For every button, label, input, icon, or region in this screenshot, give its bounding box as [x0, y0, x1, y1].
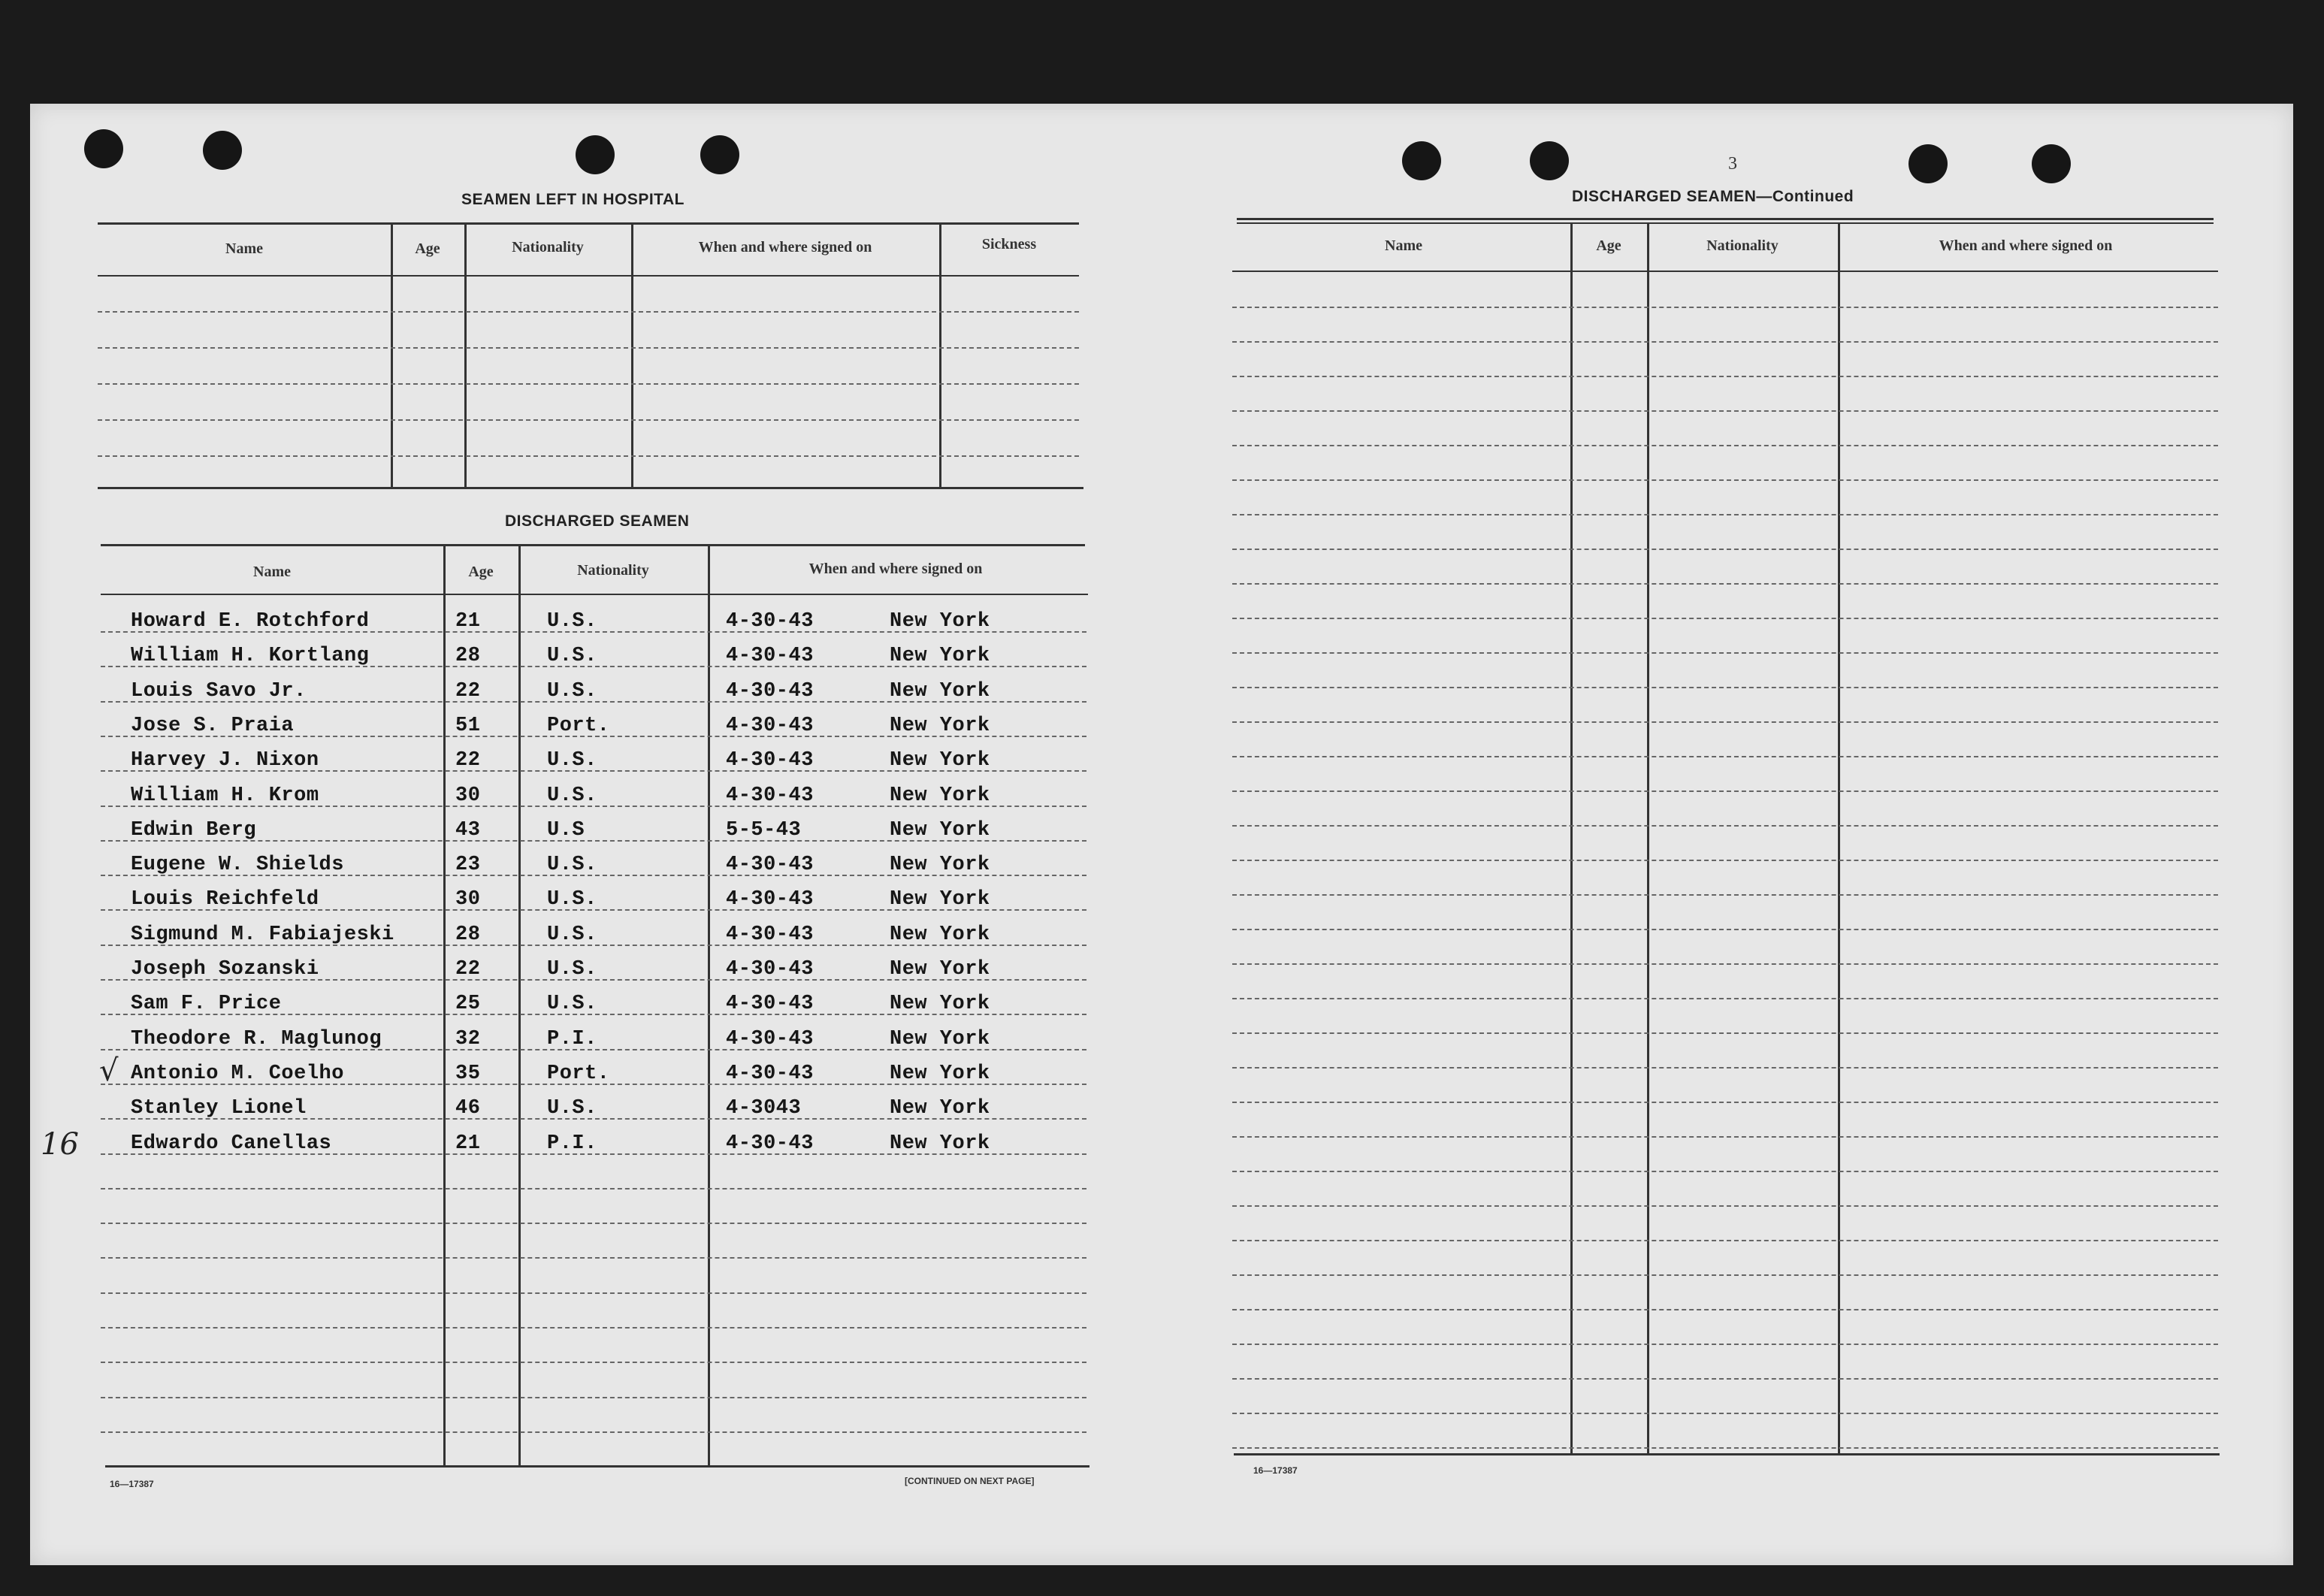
entry-nationality: U.S. [547, 749, 597, 772]
entry-age: 25 [455, 993, 481, 1015]
continued-row-rule [1232, 479, 2218, 481]
continued-table-header-rule [1232, 271, 2218, 272]
entry-age: 23 [455, 854, 481, 876]
entry-nationality: U.S. [547, 784, 597, 807]
discharged-row-rule [101, 701, 1086, 703]
continued-table-top-rule-2 [1237, 222, 2214, 224]
entry-nationality: Port. [547, 715, 610, 737]
margin-number: 16 [41, 1127, 79, 1162]
entry-date: 4-30-43 [726, 958, 814, 981]
entry-place: New York [890, 1028, 990, 1050]
continued-row-rule [1232, 1378, 2218, 1380]
discharged-row-rule [101, 1084, 1086, 1085]
discharged-row-rule [101, 875, 1086, 876]
entry-place: New York [890, 645, 990, 667]
discharged-row-rule [101, 1188, 1086, 1189]
entry-age: 22 [455, 680, 481, 703]
continued-note: [CONTINUED ON NEXT PAGE] [905, 1476, 1035, 1486]
continued-row-rule [1232, 790, 2218, 792]
entry-nationality: U.S [547, 819, 585, 842]
discharged-table-header-rule [101, 594, 1088, 595]
form-number: 16—17387 [110, 1479, 154, 1489]
punch-hole [1402, 141, 1441, 180]
hospital-col-sickness: Sickness [981, 236, 1037, 252]
entry-date: 4-30-43 [726, 645, 814, 667]
continued-row-rule [1232, 1344, 2218, 1345]
continued-row-rule [1232, 618, 2218, 619]
entry-name: Joseph Sozanski [131, 958, 319, 981]
discharged-row-rule [101, 770, 1086, 772]
entry-date: 4-30-43 [726, 1062, 814, 1085]
hospital-col-name: Name [225, 240, 263, 257]
punch-hole [1908, 144, 1948, 183]
check-mark: √ [99, 1053, 119, 1088]
continued-row-rule [1232, 549, 2218, 550]
discharged-row-rule [101, 736, 1086, 737]
entry-nationality: U.S. [547, 1097, 597, 1120]
discharged-row-rule [101, 806, 1086, 807]
entry-date: 4-30-43 [726, 610, 814, 633]
continued-col-age: Age [1596, 237, 1621, 254]
entry-date: 4-30-43 [726, 854, 814, 876]
entry-age: 43 [455, 819, 481, 842]
hospital-row-rule [98, 455, 1079, 457]
continued-row-rule [1232, 376, 2218, 377]
entry-date: 4-30-43 [726, 888, 814, 911]
continued-col-divider [1838, 222, 1840, 1455]
entry-date: 4-30-43 [726, 923, 814, 946]
discharged-row-rule [101, 1153, 1086, 1155]
entry-age: 32 [455, 1028, 481, 1050]
discharged-row-rule [101, 1118, 1086, 1120]
entry-nationality: U.S. [547, 958, 597, 981]
entry-name: Harvey J. Nixon [131, 749, 319, 772]
entry-name: Theodore R. Maglunog [131, 1028, 382, 1050]
continued-row-rule [1232, 445, 2218, 446]
continued-row-rule [1232, 825, 2218, 827]
discharged-row-rule [101, 1397, 1086, 1398]
discharged-row-rule [101, 666, 1086, 667]
entry-place: New York [890, 993, 990, 1015]
entry-name: Howard E. Rotchford [131, 610, 370, 633]
discharged-col-divider [443, 546, 446, 1467]
continued-row-rule [1232, 583, 2218, 585]
entry-age: 22 [455, 749, 481, 772]
continued-row-rule [1232, 1205, 2218, 1207]
hospital-table-header-rule [98, 275, 1079, 277]
discharged-row-rule [101, 631, 1086, 633]
hospital-col-divider [631, 224, 633, 488]
entry-date: 4-30-43 [726, 1028, 814, 1050]
entry-place: New York [890, 784, 990, 807]
punch-hole [84, 129, 123, 168]
entry-place: New York [890, 923, 990, 946]
continued-row-rule [1232, 1240, 2218, 1241]
continued-col-divider [1570, 222, 1573, 1455]
entry-nationality: P.I. [547, 1028, 597, 1050]
discharged-table-bottom-rule [105, 1465, 1089, 1468]
discharged-col-divider [708, 546, 710, 1467]
entry-place: New York [890, 680, 990, 703]
page-number: 3 [1728, 154, 1737, 174]
continued-section-title: DISCHARGED SEAMEN—Continued [1572, 188, 1854, 205]
continued-row-rule [1232, 341, 2218, 343]
right-form-number: 16—17387 [1253, 1465, 1298, 1476]
continued-row-rule [1232, 687, 2218, 688]
hospital-col-nationality: Nationality [512, 239, 584, 255]
entry-date: 5-5-43 [726, 819, 802, 842]
entry-place: New York [890, 749, 990, 772]
punch-hole [576, 135, 615, 174]
entry-age: 22 [455, 958, 481, 981]
discharged-col-signed-on: When and where signed on [808, 561, 983, 577]
continued-row-rule [1232, 929, 2218, 930]
discharged-row-rule [101, 909, 1086, 911]
entry-nationality: U.S. [547, 923, 597, 946]
entry-date: 4-30-43 [726, 680, 814, 703]
hospital-row-rule [98, 311, 1079, 313]
discharged-table-top-rule [101, 544, 1085, 546]
entry-place: New York [890, 854, 990, 876]
discharged-row-rule [101, 1431, 1086, 1433]
entry-date: 4-30-43 [726, 749, 814, 772]
continued-row-rule [1232, 894, 2218, 896]
entry-nationality: U.S. [547, 610, 597, 633]
discharged-row-rule [101, 1327, 1086, 1328]
hospital-col-age: Age [415, 240, 440, 257]
discharged-row-rule [101, 840, 1086, 842]
entry-nationality: U.S. [547, 888, 597, 911]
hospital-table-top-rule [98, 222, 1079, 225]
discharged-section-title: DISCHARGED SEAMEN [505, 512, 690, 530]
discharged-row-rule [101, 979, 1086, 981]
continued-row-rule [1232, 721, 2218, 723]
entry-nationality: U.S. [547, 993, 597, 1015]
entry-place: New York [890, 1097, 990, 1120]
continued-row-rule [1232, 963, 2218, 965]
entry-name: William H. Kortlang [131, 645, 370, 667]
continued-col-signed-on: When and where signed on [1939, 237, 2113, 254]
continued-table-bottom-rule [1234, 1453, 2220, 1455]
entry-age: 28 [455, 645, 481, 667]
continued-row-rule [1232, 1274, 2218, 1276]
entry-name: Eugene W. Shields [131, 854, 344, 876]
continued-row-rule [1232, 307, 2218, 308]
continued-col-divider [1647, 222, 1649, 1455]
hospital-col-divider [939, 224, 941, 488]
entry-name: Louis Savo Jr. [131, 680, 307, 703]
entry-nationality: U.S. [547, 854, 597, 876]
continued-row-rule [1232, 410, 2218, 412]
continued-table-top-rule [1237, 218, 2214, 220]
entry-age: 21 [455, 610, 481, 633]
entry-place: New York [890, 610, 990, 633]
entry-age: 35 [455, 1062, 481, 1085]
continued-row-rule [1232, 1413, 2218, 1414]
discharged-row-rule [101, 1049, 1086, 1050]
entry-name: Antonio M. Coelho [131, 1062, 344, 1085]
entry-date: 4-30-43 [726, 1132, 814, 1155]
hospital-col-divider [391, 224, 393, 488]
discharged-row-rule [101, 1257, 1086, 1259]
entry-date: 4-3043 [726, 1097, 802, 1120]
entry-age: 51 [455, 715, 481, 737]
continued-row-rule [1232, 1032, 2218, 1034]
continued-col-nationality: Nationality [1706, 237, 1779, 254]
continued-row-rule [1232, 1309, 2218, 1310]
entry-age: 30 [455, 888, 481, 911]
hospital-table-bottom-rule [98, 487, 1083, 489]
hospital-row-rule [98, 347, 1079, 349]
entry-age: 30 [455, 784, 481, 807]
continued-row-rule [1232, 652, 2218, 654]
continued-row-rule [1232, 1067, 2218, 1069]
entry-nationality: U.S. [547, 680, 597, 703]
continued-row-rule [1232, 756, 2218, 757]
discharged-row-rule [101, 1223, 1086, 1224]
punch-hole [700, 135, 739, 174]
discharged-row-rule [101, 945, 1086, 946]
punch-hole [203, 131, 242, 170]
entry-nationality: U.S. [547, 645, 597, 667]
continued-row-rule [1232, 1447, 2218, 1449]
entry-date: 4-30-43 [726, 993, 814, 1015]
entry-age: 21 [455, 1132, 481, 1155]
punch-hole [2032, 144, 2071, 183]
discharged-col-divider [518, 546, 521, 1467]
entry-age: 28 [455, 923, 481, 946]
entry-nationality: P.I. [547, 1132, 597, 1155]
discharged-col-age: Age [468, 564, 494, 580]
continued-row-rule [1232, 998, 2218, 999]
entry-nationality: Port. [547, 1062, 610, 1085]
entry-name: Stanley Lionel [131, 1097, 307, 1120]
hospital-col-signed-on: When and where signed on [698, 239, 872, 255]
entry-name: Louis Reichfeld [131, 888, 319, 911]
entry-name: Edwardo Canellas [131, 1132, 332, 1155]
entry-date: 4-30-43 [726, 715, 814, 737]
discharged-row-rule [101, 1362, 1086, 1363]
continued-row-rule [1232, 514, 2218, 515]
entry-place: New York [890, 1132, 990, 1155]
continued-row-rule [1232, 860, 2218, 861]
hospital-row-rule [98, 419, 1079, 421]
discharged-row-rule [101, 1292, 1086, 1294]
entry-name: Jose S. Praia [131, 715, 295, 737]
discharged-col-nationality: Nationality [577, 562, 649, 579]
hospital-row-rule [98, 383, 1079, 385]
entry-place: New York [890, 958, 990, 981]
entry-age: 46 [455, 1097, 481, 1120]
discharged-row-rule [101, 1014, 1086, 1015]
entry-name: Sam F. Price [131, 993, 282, 1015]
entry-place: New York [890, 1062, 990, 1085]
punch-hole [1530, 141, 1569, 180]
hospital-col-divider [464, 224, 467, 488]
entry-place: New York [890, 888, 990, 911]
entry-name: William H. Krom [131, 784, 319, 807]
continued-col-name: Name [1385, 237, 1422, 254]
entry-place: New York [890, 715, 990, 737]
entry-date: 4-30-43 [726, 784, 814, 807]
hospital-section-title: SEAMEN LEFT IN HOSPITAL [461, 191, 685, 208]
entry-name: Edwin Berg [131, 819, 257, 842]
entry-place: New York [890, 819, 990, 842]
continued-row-rule [1232, 1136, 2218, 1138]
discharged-col-name: Name [253, 564, 291, 580]
continued-row-rule [1232, 1171, 2218, 1172]
continued-row-rule [1232, 1102, 2218, 1103]
document-sheet [30, 104, 2293, 1565]
entry-name: Sigmund M. Fabiajeski [131, 923, 394, 946]
